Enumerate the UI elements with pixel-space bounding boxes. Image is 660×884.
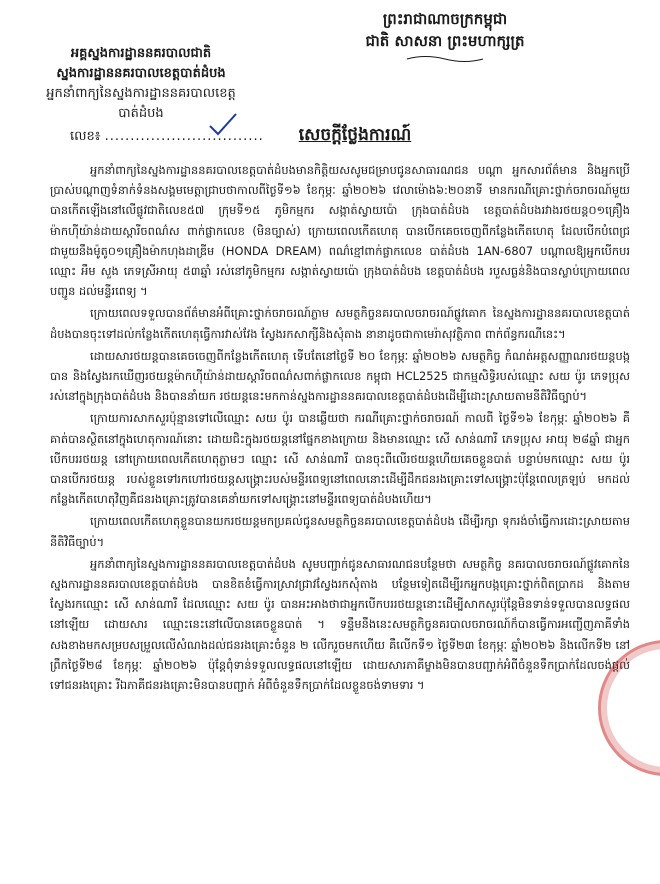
- paragraph-2: ក្រោយពេលទទួលបានព័ត៌មានអំពីគ្រោះថ្នាក់ចរាចរណ៍ភ្លាម សមត្ថកិច្ចនគរបាលចរាចរណ៍ផ្លូវគោក នៃស្នងការដ្ឋាននគរបាលខេត្តបាត់ដំបងបានចុះទៅដល់កន្លែងកើតហេតុធ្វើការវាស់វែង ស្វែងរកសាក្សីនិងសុំតាង នានាដូចជាកាមេរ៉ាសុវត្ថិភាព ពាក់ព័ន្ធករណីនេះ។: [50, 306, 630, 341]
- paragraph-6: អ្នកនាំពាក្យនៃស្នងការដ្ឋាននគរបាលខេត្តបាត់ដំបង សូមបញ្ជាក់ជូនសាធារណជនបន្ថែមថា សមត្ថកិច្ច នគរបាលចរាចរណ៍ផ្លូវគោកនៃស្នងការដ្ឋាននគរបាលខេត្តបាត់ដំបង បានខិតខំធ្វើការស្រាវជ្រាវស្វែងរកសុំតាង បន្ថែមទៀតដើម្បីរកអ្នកបង្កគ្រោះថ្នាក់ពិតប្រាកដ និងតាមស្វែងរកឈ្មោះ សើ សាន់ណារី ដែលឈ្មោះ សយ ប៉ូរ បានអះអាងថាជាអ្នកបើកបររថយន្តនោះដើម្បីសាកសួរប៉ុន្តែមិនទាន់ទទួលបានលទ្ធផលនៅឡើយ ដោយសារ ឈ្មោះនេះនៅលើបានគេចខ្លួនបាត់ ។ ទន្ទឹមនឹងនេះសមត្ថកិច្ចនគរបាលចរាចរណ៍ក៏បានធ្វើការអញ្ជើញភាគីទាំង សងខាងមកសម្របសម្រួលលើសំណងដល់ជនរងគ្រោះចំនួន ២ លើករួចមកហើយ គឺលើកទី១ ថ្ងៃទី២៣ ខែកុម្ភៈ ឆ្នាំ២០២៦ និងលើកទី២ នៅព្រឹកថ្ងៃទី២៨ ខែកុម្ភៈ ឆ្នាំ២០២៦ ប៉ុន្តែពុំទាន់ទទួលលទ្ធផលនៅឡើយ ដោយសារភាគីម្ខាងមិនបានបញ្ជាក់អំពីចំនួនទឹកប្រាក់ដែលចង់ផ្តល់ទៅជនរងគ្រោះ រីឯភាគីជនរងគ្រោះមិនបានបញ្ជាក់ អំពីចំនួនទឹកប្រាក់ដែលខ្លួនចង់ទាមទារ ។: [50, 556, 630, 693]
- paragraph-4: ក្រោយការសាកសួរប៉ុន្មានទៅលើឈ្មោះ សយ ប៉ូរ បានឆ្លើយថា ករណីគ្រោះថ្នាក់ចរាចរណ៍ កាលពី ថ្ងៃទី១៦ ខែកុម្ភៈ ឆ្នាំ២០២៦ គឺគាត់បានស្ថិតនៅក្នុងហេតុការណ៍នោះ ដោយជិះក្នុងរថយន្តនៅផ្នែកខាងក្រោយ និងមានឈ្មោះ សើ សាន់ណារី ភេទប្រុស អាយុ ២៨ឆ្នាំ ជាអ្នកបើកបររថយន្ត នៅក្រោយពេលកើតហេតុភ្លាមៗ ឈ្មោះ សើ សាន់ណារី បានចុះពីលើរថយន្តហើយគេចខ្លួនបាត់ បន្ទាប់មកឈ្មោះ សយ ប៉ូរ បានបើករថយន្ត របស់ខ្លួនទៅរកហៅរថយន្តសង្គ្រោះរបស់មន្ទីរពេទ្យនៅពេលនោះដើម្បីដឹកជនរងគ្រោះទៅសង្គ្រោះប៉ុន្តែពេលត្រឡប់ មកដល់កន្លែងកើតហេតុវិញគឺជនរងគ្រោះត្រូវបានគេនាំយកទៅសង្គ្រោះនៅមន្ទីរពេទ្យបាត់ដំបងហើយ។: [50, 411, 630, 507]
- issuer-line-2: ស្នងការដ្ឋាននគរបាលខេត្តបាត់ដំបង: [56, 66, 226, 81]
- statement-body: [50, 160, 630, 695]
- ornament-divider: [405, 54, 485, 64]
- issuer-line-3: អ្នកនាំពាក្យនៃស្នងការដ្ឋាននគរបាលខេត្ត: [46, 86, 236, 101]
- national-motto: ជាតិ សាសនា ព្រះមហាក្សត្រ: [365, 32, 525, 50]
- document-title: សេចក្តីថ្លែងការណ៍: [298, 125, 412, 145]
- paragraph-3: ដោយសារថយន្តបានគេចចេញពីកន្លែងកើតហេតុ ទើបតែនៅថ្ងៃទី ២០ ខែកុម្ភៈ ឆ្នាំ២០២៦ សមត្ថកិច្ច កំណត់អត្តសញ្ញាណរថយន្តបង្កបាន និងស្វែងរកឃើញរថយន្តម៉ាកហ៊ីយ៉ាន់ដាយស្តារីចពណ៌សពាក់ផ្លាកលេខ កម្ពុជា HCL2525 ជាកម្មសិទ្ធិរបស់ឈ្មោះ សយ ប៉ូរ ភេទប្រុស រស់នៅក្នុងក្រុងបាត់ដំបង និងបាននាំយក រថយន្តនេះមកកាន់ស្នងការដ្ឋាននគរបាលខេត្តបាត់ដំបងដើម្បីដោះស្រាយតាមនីតិវិធីច្បាប់។: [50, 348, 630, 404]
- paragraph-1: អ្នកនាំពាក្យនៃស្នងការដ្ឋាននគរបាលខេត្តបាត់ដំបងមានកិត្តិយសសូមជម្រាបជូនសាធារណជន បណ្តា អ្នកសារព័ត៌មាន និងអ្នកប្រើប្រាស់បណ្តាញទំនាក់ទំនងសង្គមមេត្តាជ្រាបថាកាលពីថ្ងៃទី១៦ ខែកុម្ភៈ ឆ្នាំ២០២៦ វេលាម៉ោង៦:២០នាទី មានករណីគ្រោះថ្នាក់ចរាចរណ៍មួយបានកើតឡើងនៅលើផ្លូវជាតិលេខ៥៧ ក្រុមទី១៥ ភូមិកម្មករ សង្កាត់ស្វាយប៉ោ ក្រុងបាត់ដំបង ខេត្តបាត់ដំបងរវាងរថយន្ត០១គ្រឿងម៉ាកហ៊ីយ៉ាន់ដាយស្តារីចពណ៌ស ពាក់ផ្លាកលេខ (មិនច្បាស់) ក្រោយពេលកើតហេតុ បានបើកគេចចេញពីកន្លែងកើតហេតុ ដែលបើកបំពេជ្រជាមួយនឹងម៉ូតូ០១គ្រឿងម៉ាកហុងដាឌ្រីម (HONDA DREAM) ពណ៌ខ្មៅពាក់ផ្លាកលេខ បាត់ដំបង 1AN-6807 បណ្តាលឱ្យអ្នកបើកបរឈ្មោះ អឹម សួង ភេទស្រីអាយុ ៥៣ឆ្នាំ រស់នៅភូមិកម្មករ សង្កាត់ស្វាយប៉ោ ក្រុងបាត់ដំបង ខេត្តបាត់ដំបង របួសធ្ងន់និងបានស្លាប់ក្រោយពេលបញ្ជូន ដល់មន្ទីរពេទ្យ ។: [50, 163, 630, 299]
- paragraph-5: ក្រោយពេលកើតហេតុខ្លួនបានយករថយន្តមកប្រគល់ជូនសមត្ថកិច្ចនគរបាលខេត្តបាត់ដំបង ដើម្បីរក្សា ទុករង់ចាំធ្វើការដោះស្រាយតាមនីតិវិធីច្បាប់។: [50, 514, 630, 549]
- kingdom-title: ព្រះរាជាណាចក្រកម្ពុជា: [382, 10, 508, 28]
- reference-label: លេខ៖: [70, 129, 101, 144]
- issuer-line-4: បាត់ដំបង: [118, 106, 164, 121]
- issuer-line-1: អគ្គស្នងការដ្ឋាននគរបាលជាតិ: [70, 46, 212, 61]
- reference-blank: ...............................: [104, 129, 264, 144]
- kingdom-header: [250, 8, 640, 64]
